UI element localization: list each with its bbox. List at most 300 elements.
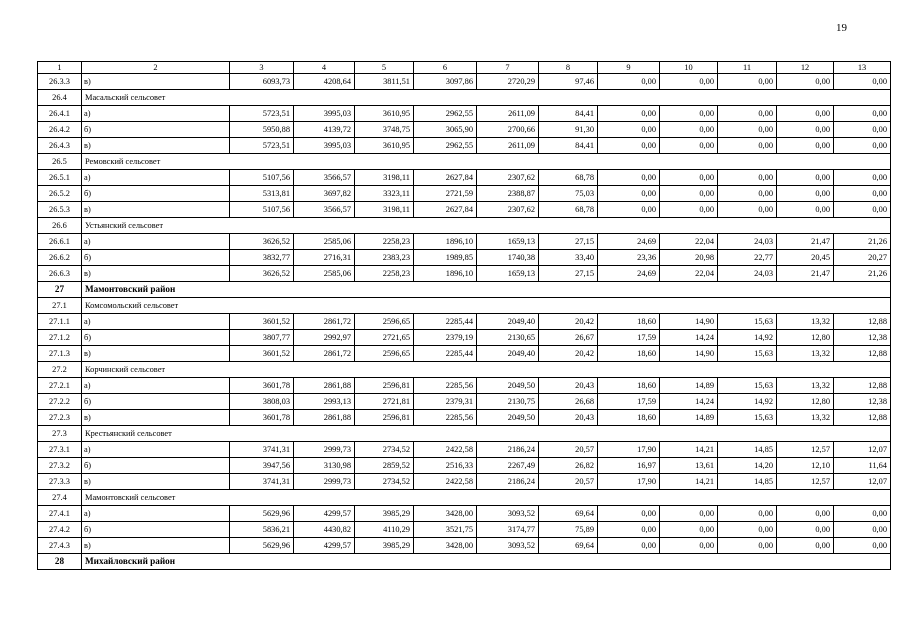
value-cell: 12,07 [834, 442, 891, 458]
value-cell: 69,64 [539, 506, 598, 522]
value-cell: 6093,73 [230, 74, 294, 90]
value-cell: 13,32 [777, 378, 834, 394]
value-cell: 2186,24 [477, 474, 539, 490]
value-cell: 3093,52 [477, 538, 539, 554]
value-cell: 3610,95 [355, 106, 414, 122]
row-label: в) [82, 346, 230, 362]
header-cell: 13 [834, 62, 891, 74]
value-cell: 2285,44 [414, 314, 477, 330]
header-cell: 1 [38, 62, 82, 74]
value-cell: 0,00 [718, 186, 777, 202]
value-cell: 24,03 [718, 234, 777, 250]
value-cell: 2861,72 [294, 314, 355, 330]
value-cell: 27,15 [539, 266, 598, 282]
value-cell: 3741,31 [230, 442, 294, 458]
value-cell: 14,92 [718, 394, 777, 410]
section-code: 27.2 [38, 362, 82, 378]
value-cell: 2721,59 [414, 186, 477, 202]
value-cell: 12,80 [777, 394, 834, 410]
table-row [38, 506, 891, 522]
section-code: 26.6 [38, 218, 82, 234]
value-cell: 0,00 [660, 202, 718, 218]
value-cell: 2258,23 [355, 234, 414, 250]
table-row [38, 378, 891, 394]
table-row [38, 138, 891, 154]
value-cell: 2049,40 [477, 346, 539, 362]
value-cell: 14,21 [660, 474, 718, 490]
value-cell: 33,40 [539, 250, 598, 266]
row-code: 26.4.2 [38, 122, 82, 138]
section-row [38, 490, 891, 506]
row-label: а) [82, 314, 230, 330]
section-row [38, 298, 891, 314]
row-code: 27.4.1 [38, 506, 82, 522]
value-cell: 5629,96 [230, 538, 294, 554]
table-row [38, 186, 891, 202]
value-cell: 3626,52 [230, 266, 294, 282]
value-cell: 20,42 [539, 314, 598, 330]
value-cell: 2596,81 [355, 378, 414, 394]
value-cell: 75,03 [539, 186, 598, 202]
value-cell: 0,00 [777, 74, 834, 90]
value-cell: 2734,52 [355, 474, 414, 490]
row-label: в) [82, 266, 230, 282]
section-row [38, 90, 891, 106]
value-cell: 2962,55 [414, 138, 477, 154]
value-cell: 12,10 [777, 458, 834, 474]
value-cell: 1896,10 [414, 234, 477, 250]
value-cell: 0,00 [598, 106, 660, 122]
value-cell: 12,88 [834, 346, 891, 362]
value-cell: 21,26 [834, 266, 891, 282]
value-cell: 0,00 [598, 522, 660, 538]
row-label: в) [82, 538, 230, 554]
value-cell: 22,04 [660, 234, 718, 250]
section-code: 26.5 [38, 154, 82, 170]
value-cell: 2307,62 [477, 202, 539, 218]
row-label: а) [82, 442, 230, 458]
header-cell: 8 [539, 62, 598, 74]
row-code: 26.6.3 [38, 266, 82, 282]
value-cell: 2627,84 [414, 202, 477, 218]
value-cell: 0,00 [834, 522, 891, 538]
value-cell: 0,00 [777, 538, 834, 554]
value-cell: 5723,51 [230, 138, 294, 154]
row-code: 26.4.1 [38, 106, 82, 122]
value-cell: 5107,56 [230, 202, 294, 218]
value-cell: 2049,50 [477, 378, 539, 394]
row-code: 26.5.3 [38, 202, 82, 218]
value-cell: 3995,03 [294, 138, 355, 154]
value-cell: 0,00 [777, 170, 834, 186]
value-cell: 84,41 [539, 138, 598, 154]
value-cell: 0,00 [598, 138, 660, 154]
value-cell: 0,00 [718, 522, 777, 538]
header-cell: 12 [777, 62, 834, 74]
table-row [38, 410, 891, 426]
section-code: 27.4 [38, 490, 82, 506]
row-label: в) [82, 410, 230, 426]
value-cell: 3601,52 [230, 314, 294, 330]
table-row [38, 122, 891, 138]
row-label: б) [82, 330, 230, 346]
value-cell: 0,00 [598, 506, 660, 522]
row-label: б) [82, 122, 230, 138]
value-cell: 0,00 [598, 186, 660, 202]
value-cell: 4110,29 [355, 522, 414, 538]
table-row [38, 314, 891, 330]
value-cell: 20,42 [539, 346, 598, 362]
value-cell: 2993,13 [294, 394, 355, 410]
value-cell: 2130,75 [477, 394, 539, 410]
row-label: в) [82, 202, 230, 218]
table-row [38, 538, 891, 554]
row-label: а) [82, 378, 230, 394]
value-cell: 0,00 [718, 74, 777, 90]
value-cell: 5950,88 [230, 122, 294, 138]
value-cell: 2596,81 [355, 410, 414, 426]
value-cell: 2130,65 [477, 330, 539, 346]
value-cell: 12,88 [834, 410, 891, 426]
value-cell: 1989,85 [414, 250, 477, 266]
value-cell: 2721,65 [355, 330, 414, 346]
value-cell: 5836,21 [230, 522, 294, 538]
value-cell: 2720,29 [477, 74, 539, 90]
row-code: 26.6.1 [38, 234, 82, 250]
row-label: а) [82, 234, 230, 250]
value-cell: 3065,90 [414, 122, 477, 138]
value-cell: 0,00 [834, 170, 891, 186]
header-row [38, 62, 891, 74]
value-cell: 21,26 [834, 234, 891, 250]
value-cell: 27,15 [539, 234, 598, 250]
value-cell: 15,63 [718, 346, 777, 362]
table-row [38, 330, 891, 346]
value-cell: 5107,56 [230, 170, 294, 186]
row-code: 27.2.3 [38, 410, 82, 426]
value-cell: 68,78 [539, 170, 598, 186]
table-row [38, 266, 891, 282]
value-cell: 0,00 [660, 138, 718, 154]
value-cell: 3521,75 [414, 522, 477, 538]
value-cell: 2388,87 [477, 186, 539, 202]
header-cell: 7 [477, 62, 539, 74]
value-cell: 2999,73 [294, 474, 355, 490]
value-cell: 18,60 [598, 410, 660, 426]
row-code: 26.4.3 [38, 138, 82, 154]
value-cell: 0,00 [834, 538, 891, 554]
value-cell: 14,90 [660, 314, 718, 330]
value-cell: 3130,98 [294, 458, 355, 474]
value-cell: 15,63 [718, 378, 777, 394]
value-cell: 13,32 [777, 410, 834, 426]
value-cell: 5313,81 [230, 186, 294, 202]
value-cell: 17,90 [598, 474, 660, 490]
value-cell: 24,03 [718, 266, 777, 282]
value-cell: 84,41 [539, 106, 598, 122]
value-cell: 0,00 [718, 122, 777, 138]
row-label: б) [82, 522, 230, 538]
value-cell: 20,45 [777, 250, 834, 266]
value-cell: 2721,81 [355, 394, 414, 410]
value-cell: 13,32 [777, 314, 834, 330]
value-cell: 26,68 [539, 394, 598, 410]
value-cell: 69,64 [539, 538, 598, 554]
row-code: 27.1.2 [38, 330, 82, 346]
value-cell: 0,00 [718, 538, 777, 554]
value-cell: 20,57 [539, 442, 598, 458]
value-cell: 2734,52 [355, 442, 414, 458]
value-cell: 2258,23 [355, 266, 414, 282]
row-code: 26.5.1 [38, 170, 82, 186]
row-label: а) [82, 106, 230, 122]
value-cell: 3748,75 [355, 122, 414, 138]
value-cell: 4139,72 [294, 122, 355, 138]
value-cell: 0,00 [777, 122, 834, 138]
value-cell: 0,00 [834, 106, 891, 122]
row-code: 27.3.1 [38, 442, 82, 458]
value-cell: 3807,77 [230, 330, 294, 346]
table-row [38, 250, 891, 266]
header-cell: 9 [598, 62, 660, 74]
value-cell: 3741,31 [230, 474, 294, 490]
value-cell: 3323,11 [355, 186, 414, 202]
value-cell: 15,63 [718, 314, 777, 330]
value-cell: 0,00 [660, 538, 718, 554]
value-cell: 0,00 [834, 138, 891, 154]
value-cell: 0,00 [834, 186, 891, 202]
value-cell: 20,98 [660, 250, 718, 266]
header-cell: 5 [355, 62, 414, 74]
section-row [38, 426, 891, 442]
district-code: 28 [38, 554, 82, 570]
section-code: 27.3 [38, 426, 82, 442]
table-row [38, 74, 891, 90]
value-cell: 2422,58 [414, 474, 477, 490]
section-code: 26.4 [38, 90, 82, 106]
value-cell: 3566,57 [294, 202, 355, 218]
value-cell: 22,77 [718, 250, 777, 266]
value-cell: 2516,33 [414, 458, 477, 474]
value-cell: 2383,23 [355, 250, 414, 266]
value-cell: 3610,95 [355, 138, 414, 154]
value-cell: 1896,10 [414, 266, 477, 282]
value-cell: 17,59 [598, 394, 660, 410]
section-row [38, 218, 891, 234]
value-cell: 2267,49 [477, 458, 539, 474]
section-name: Мамонтовский сельсовет [82, 490, 891, 506]
value-cell: 1659,13 [477, 234, 539, 250]
row-code: 27.4.2 [38, 522, 82, 538]
value-cell: 3601,78 [230, 410, 294, 426]
value-cell: 12,07 [834, 474, 891, 490]
page-number: 19 [836, 22, 847, 34]
row-code: 27.2.2 [38, 394, 82, 410]
section-name: Ремовский сельсовет [82, 154, 891, 170]
value-cell: 23,36 [598, 250, 660, 266]
table-row [38, 170, 891, 186]
header-cell: 6 [414, 62, 477, 74]
value-cell: 3811,51 [355, 74, 414, 90]
header-cell: 4 [294, 62, 355, 74]
value-cell: 68,78 [539, 202, 598, 218]
table-row [38, 458, 891, 474]
section-name: Масальский сельсовет [82, 90, 891, 106]
value-cell: 3985,29 [355, 538, 414, 554]
value-cell: 0,00 [660, 506, 718, 522]
header-cell: 2 [82, 62, 230, 74]
value-cell: 20,27 [834, 250, 891, 266]
value-cell: 3697,82 [294, 186, 355, 202]
value-cell: 2186,24 [477, 442, 539, 458]
value-cell: 3995,03 [294, 106, 355, 122]
value-cell: 14,85 [718, 442, 777, 458]
value-cell: 12,57 [777, 442, 834, 458]
value-cell: 0,00 [777, 202, 834, 218]
row-code: 27.2.1 [38, 378, 82, 394]
district-name: Мамонтовский район [82, 282, 891, 298]
value-cell: 0,00 [718, 106, 777, 122]
value-cell: 3601,78 [230, 378, 294, 394]
value-cell: 2861,88 [294, 410, 355, 426]
value-cell: 12,38 [834, 394, 891, 410]
value-cell: 3428,00 [414, 538, 477, 554]
value-cell: 3808,03 [230, 394, 294, 410]
value-cell: 0,00 [598, 538, 660, 554]
value-cell: 2422,58 [414, 442, 477, 458]
header-cell: 3 [230, 62, 294, 74]
value-cell: 4208,64 [294, 74, 355, 90]
value-cell: 17,90 [598, 442, 660, 458]
value-cell: 2992,97 [294, 330, 355, 346]
row-code: 27.1.1 [38, 314, 82, 330]
row-code: 26.6.2 [38, 250, 82, 266]
value-cell: 2049,40 [477, 314, 539, 330]
value-cell: 4299,57 [294, 538, 355, 554]
row-code: 27.3.2 [38, 458, 82, 474]
value-cell: 26,67 [539, 330, 598, 346]
value-cell: 12,57 [777, 474, 834, 490]
value-cell: 2611,09 [477, 106, 539, 122]
value-cell: 2700,66 [477, 122, 539, 138]
value-cell: 3097,86 [414, 74, 477, 90]
value-cell: 0,00 [777, 522, 834, 538]
row-code: 27.1.3 [38, 346, 82, 362]
value-cell: 0,00 [718, 202, 777, 218]
table-row [38, 522, 891, 538]
value-cell: 13,32 [777, 346, 834, 362]
value-cell: 2611,09 [477, 138, 539, 154]
value-cell: 2285,44 [414, 346, 477, 362]
value-cell: 0,00 [660, 522, 718, 538]
tariff-table [37, 61, 891, 570]
value-cell: 14,92 [718, 330, 777, 346]
row-label: б) [82, 250, 230, 266]
value-cell: 15,63 [718, 410, 777, 426]
value-cell: 14,24 [660, 330, 718, 346]
header-cell: 10 [660, 62, 718, 74]
value-cell: 0,00 [718, 506, 777, 522]
district-row [38, 554, 891, 570]
value-cell: 97,46 [539, 74, 598, 90]
section-row [38, 154, 891, 170]
value-cell: 2627,84 [414, 170, 477, 186]
value-cell: 3985,29 [355, 506, 414, 522]
value-cell: 2716,31 [294, 250, 355, 266]
value-cell: 0,00 [660, 74, 718, 90]
value-cell: 75,89 [539, 522, 598, 538]
section-name: Комсомольский сельсовет [82, 298, 891, 314]
value-cell: 2379,31 [414, 394, 477, 410]
value-cell: 3174,77 [477, 522, 539, 538]
table-row [38, 106, 891, 122]
value-cell: 5723,51 [230, 106, 294, 122]
value-cell: 2379,19 [414, 330, 477, 346]
value-cell: 3428,00 [414, 506, 477, 522]
value-cell: 21,47 [777, 266, 834, 282]
value-cell: 2285,56 [414, 378, 477, 394]
district-row [38, 282, 891, 298]
value-cell: 3198,11 [355, 202, 414, 218]
value-cell: 5629,96 [230, 506, 294, 522]
value-cell: 2861,88 [294, 378, 355, 394]
row-code: 26.5.2 [38, 186, 82, 202]
value-cell: 0,00 [834, 122, 891, 138]
value-cell: 14,89 [660, 410, 718, 426]
value-cell: 16,97 [598, 458, 660, 474]
row-label: в) [82, 138, 230, 154]
table-row [38, 234, 891, 250]
value-cell: 0,00 [718, 170, 777, 186]
value-cell: 0,00 [777, 138, 834, 154]
value-cell: 3832,77 [230, 250, 294, 266]
value-cell: 22,04 [660, 266, 718, 282]
section-name: Корчинский сельсовет [82, 362, 891, 378]
value-cell: 3093,52 [477, 506, 539, 522]
value-cell: 0,00 [660, 106, 718, 122]
value-cell: 0,00 [660, 122, 718, 138]
row-code: 27.4.3 [38, 538, 82, 554]
value-cell: 2861,72 [294, 346, 355, 362]
value-cell: 2999,73 [294, 442, 355, 458]
value-cell: 0,00 [777, 186, 834, 202]
value-cell: 0,00 [834, 74, 891, 90]
table-row [38, 474, 891, 490]
value-cell: 2596,65 [355, 314, 414, 330]
value-cell: 0,00 [777, 106, 834, 122]
row-label: б) [82, 394, 230, 410]
value-cell: 14,24 [660, 394, 718, 410]
value-cell: 1740,38 [477, 250, 539, 266]
value-cell: 12,80 [777, 330, 834, 346]
section-row [38, 362, 891, 378]
value-cell: 26,82 [539, 458, 598, 474]
value-cell: 0,00 [660, 170, 718, 186]
value-cell: 3601,52 [230, 346, 294, 362]
value-cell: 4299,57 [294, 506, 355, 522]
value-cell: 24,69 [598, 266, 660, 282]
value-cell: 17,59 [598, 330, 660, 346]
value-cell: 24,69 [598, 234, 660, 250]
row-label: в) [82, 74, 230, 90]
value-cell: 2049,50 [477, 410, 539, 426]
value-cell: 2585,06 [294, 234, 355, 250]
value-cell: 18,60 [598, 314, 660, 330]
value-cell: 3626,52 [230, 234, 294, 250]
value-cell: 0,00 [598, 122, 660, 138]
value-cell: 1659,13 [477, 266, 539, 282]
row-label: а) [82, 506, 230, 522]
